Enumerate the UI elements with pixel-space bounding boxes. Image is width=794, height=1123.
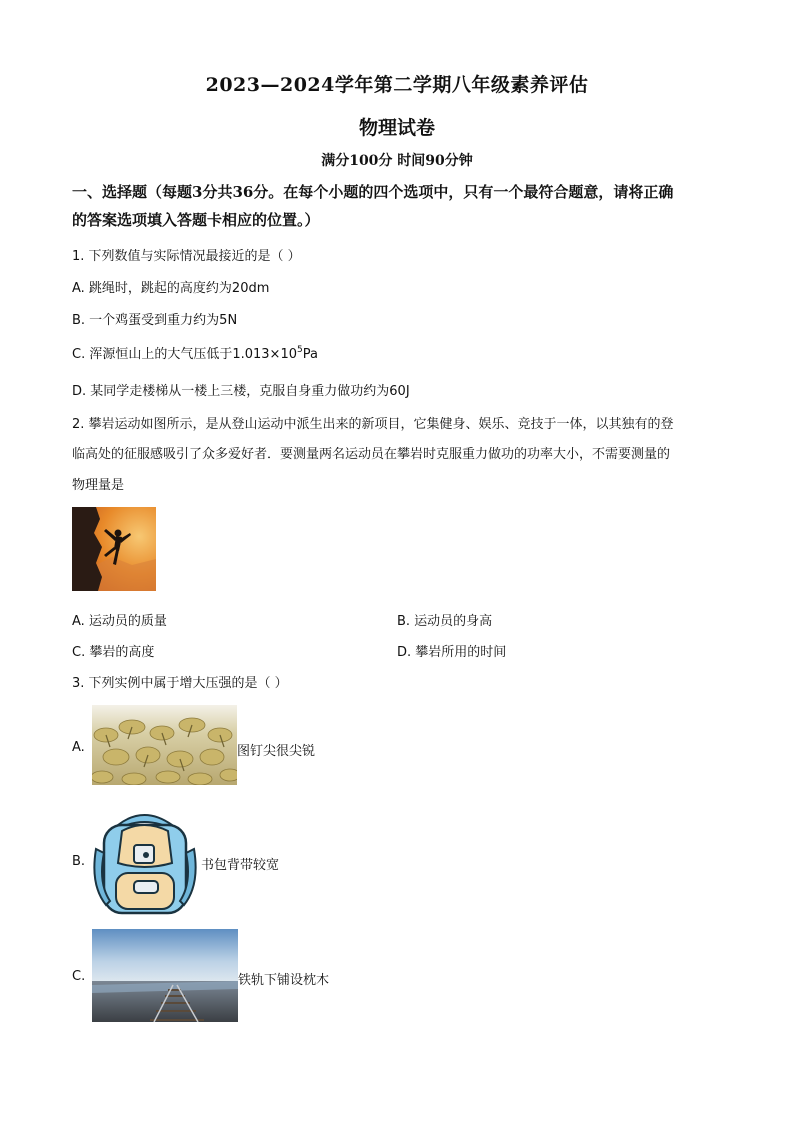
backpack-image	[88, 805, 200, 917]
q3-stem: 3. 下列实例中属于增大压强的是（ ）	[72, 676, 288, 691]
rock-climber-image	[72, 507, 156, 591]
q1-stem: 1. 下列数值与实际情况最接近的是（ ）	[72, 249, 301, 264]
railway-tracks-image	[92, 929, 238, 1022]
q2-option-a: A. 运动员的质量	[72, 614, 167, 629]
q3-option-c-text: 铁轨下铺设枕木	[238, 973, 330, 988]
q1-option-c-text: C. 浑源恒山上的大气压低于1.013×10	[72, 347, 297, 362]
q1-option-c-unit: Pa	[302, 347, 318, 362]
score-time-info: 满分100分 时间90分钟	[321, 153, 473, 169]
q3-option-c-letter: C.	[72, 969, 86, 984]
section-heading-line2: 的答案选项填入答题卡相应的位置。）	[72, 211, 320, 229]
section-heading	[72, 178, 732, 234]
q2-option-c: C. 攀岩的高度	[72, 645, 155, 660]
q2-option-b: B. 运动员的身高	[397, 614, 493, 629]
q1-option-c	[72, 343, 318, 362]
q3-option-a-letter: A.	[72, 740, 85, 755]
exam-title: 2023—2024学年第二学期八年级素养评估	[205, 74, 589, 96]
q1-option-c-exponent: 5	[297, 345, 303, 355]
section-heading-line1: 一、选择题（每题3分共36分。在每个小题的四个选项中，只有一个最符合题意，请将正确	[72, 183, 674, 201]
subject-title: 物理试卷	[358, 117, 435, 139]
q1-option-a: A. 跳绳时，跳起的高度约为20dm	[72, 281, 270, 296]
q1-option-b: B. 一个鸡蛋受到重力约为5N	[72, 313, 238, 328]
q2-option-d: D. 攀岩所用的时间	[397, 645, 507, 660]
q1-option-d: D. 某同学走楼梯从一楼上三楼，克服自身重力做功约为60J	[72, 384, 410, 399]
q3-option-b-letter: B.	[72, 854, 86, 869]
thumbtacks-image	[92, 705, 237, 785]
q2-stem-line2: 临高处的征服感吸引了众多爱好者．要测量两名运动员在攀岩时克服重力做功的功率大小，不需要测量的	[72, 447, 671, 462]
q2-stem-line1: 2. 攀岩运动如图所示，是从登山运动中派生出来的新项目，它集健身、娱乐、竞技于一体，以其独有的登	[72, 417, 674, 432]
q2-stem-line3: 物理量是	[72, 478, 125, 493]
q3-option-b-text: 书包背带较宽	[201, 858, 280, 873]
q3-option-a-text: 图钉尖很尖锐	[237, 744, 316, 759]
